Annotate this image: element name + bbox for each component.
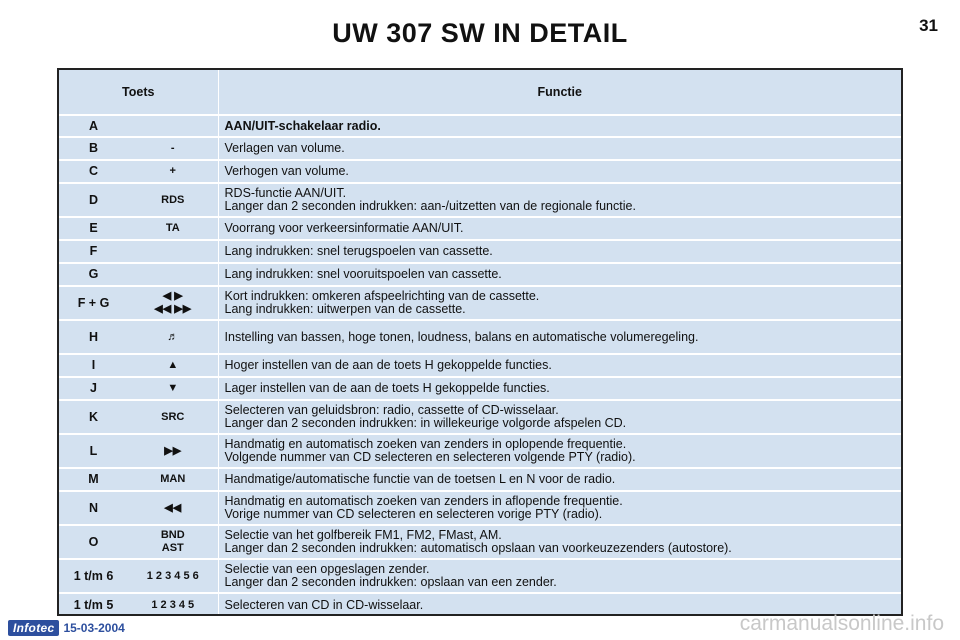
row-symbol-line: RDS	[161, 193, 185, 206]
row-key: C	[59, 160, 128, 183]
table-row	[59, 354, 901, 377]
row-function-line: Verlagen van volume.	[224, 141, 345, 155]
table-row	[59, 183, 901, 217]
row-function	[218, 559, 901, 593]
function-table	[57, 68, 903, 616]
table-row	[59, 115, 901, 137]
row-key: N	[59, 491, 128, 525]
row-function-line: Voorrang voor verkeersinformatie AAN/UIT.	[224, 221, 464, 235]
header-key: Toets	[59, 70, 218, 115]
row-symbol-line: ▶▶	[164, 444, 182, 457]
row-function	[218, 434, 901, 468]
row-symbol	[128, 434, 218, 468]
row-symbol	[128, 286, 218, 320]
row-function	[218, 240, 901, 263]
row-function	[218, 525, 901, 559]
row-symbol	[128, 559, 218, 593]
row-symbol-line: -	[170, 142, 175, 154]
row-function-line: Handmatig en automatisch zoeken van zenders in oplopende frequentie.	[224, 437, 627, 451]
row-function	[218, 354, 901, 377]
table-row	[59, 559, 901, 593]
table-row	[59, 468, 901, 491]
row-symbol	[128, 160, 218, 183]
row-key: O	[59, 525, 128, 559]
row-symbol	[128, 115, 218, 137]
row-function-line: Verhogen van volume.	[224, 164, 349, 178]
table-row	[59, 217, 901, 240]
row-symbol-line: 1 2 3 4 5 6	[146, 569, 199, 582]
table-header-row	[59, 70, 901, 115]
row-key: E	[59, 217, 128, 240]
row-function-line: Selecteren van CD in CD-wisselaar.	[224, 597, 424, 612]
row-function-line: Kort indrukken: omkeren afspeelrichting van de cassette.	[224, 289, 540, 303]
row-function-line: RDS-functie AAN/UIT.	[224, 186, 347, 200]
row-symbol-line: 1 2 3 4 5	[151, 598, 195, 611]
row-symbol	[128, 183, 218, 217]
row-symbol	[128, 354, 218, 377]
row-function	[218, 491, 901, 525]
row-key: B	[59, 137, 128, 160]
row-function-line: Instelling van bassen, hoge tonen, loudness, balans en automatische volumeregeling.	[224, 329, 699, 344]
row-function	[218, 468, 901, 491]
row-key: 1 t/m 6	[59, 559, 128, 593]
row-symbol-line: ▼	[167, 382, 179, 394]
row-function	[218, 377, 901, 400]
row-function	[218, 263, 901, 286]
row-key: D	[59, 183, 128, 217]
row-key: I	[59, 354, 128, 377]
row-key: M	[59, 468, 128, 491]
row-function	[218, 115, 901, 137]
row-symbol-line: ◀◀	[164, 501, 182, 514]
row-function-line: Selectie van het golfbereik FM1, FM2, FMast, AM.	[224, 528, 502, 542]
row-symbol	[128, 240, 218, 263]
row-symbol-line: ▲	[167, 359, 179, 371]
row-function-line: Langer dan 2 seconden indrukken: automatisch opslaan van voorkeuzezenders (autostore).	[224, 541, 732, 555]
row-function	[218, 217, 901, 240]
row-key: L	[59, 434, 128, 468]
row-symbol-line: SRC	[161, 410, 185, 423]
row-function-line: Volgende nummer van CD selecteren en selecteren volgende PTY (radio).	[224, 450, 636, 464]
watermark: carmanualsonline.info	[739, 612, 944, 635]
table-row	[59, 137, 901, 160]
row-key: G	[59, 263, 128, 286]
table-row	[59, 240, 901, 263]
row-function-line: AAN/UIT-schakelaar radio.	[224, 118, 381, 133]
row-key: F + G	[59, 286, 128, 320]
row-symbol-line: ◀◀ ▶▶	[154, 303, 192, 315]
row-function-line: Selecteren van geluidsbron: radio, cassette of CD-wisselaar.	[224, 403, 559, 417]
row-symbol	[128, 377, 218, 400]
header-function: Functie	[537, 84, 582, 99]
row-symbol	[128, 137, 218, 160]
row-symbol-line: TA	[165, 222, 180, 234]
row-key: 1 t/m 5	[59, 593, 128, 616]
row-symbol	[128, 491, 218, 525]
row-function-line: Selectie van een opgeslagen zender.	[224, 562, 430, 576]
page-number: 31	[919, 16, 938, 35]
row-key: K	[59, 400, 128, 434]
row-symbol	[128, 593, 218, 616]
row-symbol-line: +	[169, 165, 176, 177]
row-symbol	[128, 400, 218, 434]
row-function	[218, 137, 901, 160]
row-function-line: Handmatig en automatisch zoeken van zenders in aflopende frequentie.	[224, 494, 623, 508]
row-key: J	[59, 377, 128, 400]
row-function-line: Lang indrukken: snel terugspoelen van cassette.	[224, 244, 493, 258]
row-function-line: Vorige nummer van CD selecteren en selecteren vorige PTY (radio).	[224, 507, 603, 521]
footer-date: 15-03-2004	[63, 621, 125, 635]
table-row	[59, 377, 901, 400]
row-function-line: Lang indrukken: snel vooruitspoelen van cassette.	[224, 267, 502, 281]
row-function-line: Langer dan 2 seconden indrukken: opslaan van een zender.	[224, 575, 557, 589]
page-title: UW 307 SW IN DETAIL	[332, 18, 628, 48]
row-symbol-line: MAN	[160, 473, 186, 485]
row-symbol	[128, 320, 218, 354]
row-symbol	[128, 468, 218, 491]
row-function-line: Lang indrukken: uitwerpen van de cassette.	[224, 302, 466, 316]
footer	[8, 619, 125, 637]
row-function	[218, 286, 901, 320]
table-row	[59, 160, 901, 183]
row-function-line: Handmatige/automatische functie van de toetsen L en N voor de radio.	[224, 472, 616, 486]
row-function-line: Langer dan 2 seconden indrukken: aan-/uitzetten van de regionale functie.	[224, 199, 636, 213]
row-symbol	[128, 263, 218, 286]
row-function-line: Lager instellen van de aan de toets H gekoppelde functies.	[224, 381, 550, 395]
table-row	[59, 491, 901, 525]
table-row	[59, 434, 901, 468]
table-row	[59, 320, 901, 354]
row-function-line: Hoger instellen van de aan de toets H gekoppelde functies.	[224, 358, 552, 372]
row-key: H	[59, 320, 128, 354]
row-symbol-line: BND	[160, 529, 185, 541]
row-function	[218, 320, 901, 354]
row-key: F	[59, 240, 128, 263]
table-row	[59, 263, 901, 286]
table-row	[59, 400, 901, 434]
row-function	[218, 160, 901, 183]
row-function-line: Langer dan 2 seconden indrukken: in willekeurige volgorde afspelen CD.	[224, 416, 627, 430]
row-function	[218, 183, 901, 217]
table-row	[59, 286, 901, 320]
row-symbol-line: ◀ ▶	[162, 290, 183, 302]
row-symbol-line: ♬	[167, 330, 179, 343]
row-symbol	[128, 217, 218, 240]
row-symbol	[128, 525, 218, 559]
row-symbol-line: AST	[161, 542, 184, 554]
infotec-logo: Infotec	[8, 620, 59, 636]
row-function	[218, 400, 901, 434]
row-key: A	[59, 115, 128, 137]
table-row	[59, 525, 901, 559]
